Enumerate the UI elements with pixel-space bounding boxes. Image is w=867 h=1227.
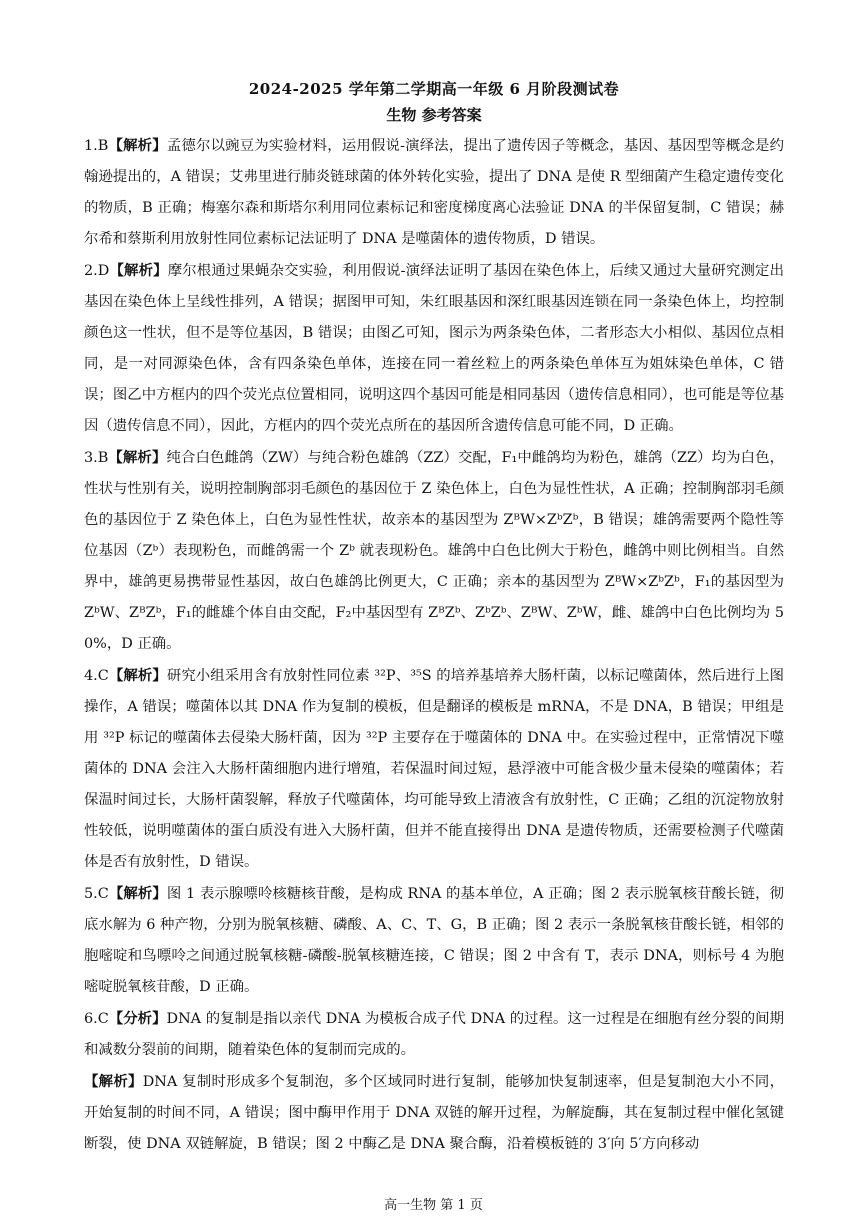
- page-title: 2024-2025 学年第二学期高一年级 6 月阶段测试卷: [248, 80, 620, 98]
- answer-3: [84, 442, 784, 660]
- answer-number: 2.D: [84, 263, 110, 279]
- answer-number: 4.C: [84, 668, 109, 684]
- answer-5: [84, 878, 784, 1003]
- answer-text: 研究小组采用含有放射性同位素 ³²P、³⁵S 的培养基培养大肠杆菌，以标记噬菌体，然后进行上图操作，A 错误；噬菌体以其 DNA 作为复制的模板，但是翻译的模板是 mRNA，不是 DNA，B 错误；甲组是用 ³²P 标记的噬菌体去侵染大肠杆菌，因为 ³²P 主要存在于噬菌体的 DNA 中。在实验过程中，正常情况下噬菌体的 DNA 会注入大肠杆菌细胞内进行增殖，若保温时间过短，悬浮液中可能含极少量未侵染的噬菌体；若保温时间过长，大肠杆菌裂解，释放子代噬菌体，均可能导致上清液含有放射性，C 正确；乙组的沉淀物放射性较低，说明噬菌体的蛋白质没有进入大肠杆菌，但并不能直接得出 DNA 是遗传物质，还需要检测子代噬菌体是否有放射性，D 错误。: [84, 668, 784, 870]
- answer-tag: 【解析】: [108, 885, 167, 902]
- answer-2: [84, 255, 784, 442]
- answer-tag: 【解析】: [84, 1073, 143, 1090]
- answer-tag: 【解析】: [108, 667, 167, 684]
- answer-tag: 【解析】: [108, 137, 167, 154]
- answer-tag: 【分析】: [108, 1010, 167, 1027]
- page-subtitle: 生物 参考答案: [386, 106, 482, 124]
- answer-number: 5.C: [84, 886, 109, 902]
- answer-1: [84, 130, 784, 255]
- answer-6-analysis: [84, 1003, 784, 1066]
- answer-4: [84, 660, 784, 878]
- answer-text: 摩尔根通过果蝇杂交实验，利用假说-演绎法证明了基因在染色体上，后续又通过大量研究测定出基因在染色体上呈线性排列，A 错误；据图甲可知，朱红眼基因和深红眼基因连锁在同一条染色体上，均控制颜色这一性状，但不是等位基因，B 错误；由图乙可知，图示为两条染色体，二者形态大小相似、基因位点相同，是一对同源染色体，含有四条染色单体，连接在同一着丝粒上的两条染色单体互为姐妹染色单体，C 错误；图乙中方框内的四个荧光点位置相同，说明这四个基因可能是相同基因（遗传信息相同），也可能是等位基因（遗传信息不同），因此，方框内的四个荧光点所在的基因所含遗传信息可能不同，D 正确。: [84, 263, 784, 434]
- answer-text: DNA 复制时形成多个复制泡，多个区域同时进行复制，能够加快复制速率，但是复制泡大小不同，开始复制的时间不同，A 错误；图中酶甲作用于 DNA 双链的解开过程，为解旋酶，其在复制过程中催化氢键断裂，使 DNA 双链解旋，B 错误；图 2 中酶乙是 DNA 聚合酶，沿着模板链的 3′向 5′方向移动: [84, 1074, 784, 1152]
- answer-number: 1.B: [84, 138, 109, 154]
- answer-tag: 【解析】: [108, 449, 167, 466]
- answer-6-explanation: [84, 1066, 784, 1160]
- answer-text: 孟德尔以豌豆为实验材料，运用假说-演绎法，提出了遗传因子等概念，基因、基因型等概念是约翰逊提出的，A 错误；艾弗里进行肺炎链球菌的体外转化实验，提出了 DNA 是使 R 型细菌产生稳定遗传变化的物质，B 正确；梅塞尔森和斯塔尔利用同位素标记和密度梯度离心法验证 DNA 的半保留复制，C 错误；赫尔希和蔡斯利用放射性同位素标记法证明了 DNA 是噬菌体的遗传物质，D 错误。: [84, 138, 784, 247]
- page-footer: 高一生物 第 1 页: [384, 1198, 483, 1213]
- answer-number: 6.C: [84, 1011, 109, 1027]
- answer-text: 图 1 表示腺嘌呤核糖核苷酸，是构成 RNA 的基本单位，A 正确；图 2 表示脱氧核苷酸长链，彻底水解为 6 种产物，分别为脱氧核糖、磷酸、A、C、T、G，B 正确；图 2 表示一条脱氧核苷酸长链，相邻的胞嘧啶和鸟嘌呤之间通过脱氧核糖-磷酸-脱氧核糖连接，C 错误；图 2 中含有 T，表示 DNA，则标号 4 为胞嘧啶脱氧核苷酸，D 正确。: [84, 886, 784, 995]
- answer-page: [84, 78, 784, 1160]
- answer-text: DNA 的复制是指以亲代 DNA 为模板合成子代 DNA 的过程。这一过程是在细胞有丝分裂的间期和减数分裂前的间期，随着染色体的复制而完成的。: [84, 1011, 784, 1058]
- answer-number: 3.B: [84, 450, 109, 466]
- answer-tag: 【解析】: [109, 262, 168, 279]
- answer-text: 纯合白色雌鸽（ZW）与纯合粉色雄鸽（ZZ）交配，F₁中雌鸽均为粉色，雄鸽（ZZ）均为白色，性状与性别有关，说明控制胸部羽毛颜色的基因位于 Z 染色体上，白色为显性性状，A 正确；控制胸部羽毛颜色的基因位于 Z 染色体上，白色为显性性状，故亲本的基因型为 ZᴮW×ZᵇZᵇ，B 错误；雄鸽需要两个隐性等位基因（Zᵇ）表现粉色，而雌鸽需一个 Zᵇ 就表现粉色。雄鸽中白色比例大于粉色，雌鸽中则比例相当。自然界中，雄鸽更易携带显性基因，故白色雄鸽比例更大，C 正确；亲本的基因型为 ZᴮW×ZᵇZᵇ，F₁的基因型为 ZᵇW、ZᴮZᵇ，F₁的雌雄个体自由交配，F₂中基因型有 ZᴮZᵇ、ZᵇZᵇ、ZᴮW、ZᵇW，雌、雄鸽中白色比例均为 50%，D 正确。: [84, 450, 784, 652]
